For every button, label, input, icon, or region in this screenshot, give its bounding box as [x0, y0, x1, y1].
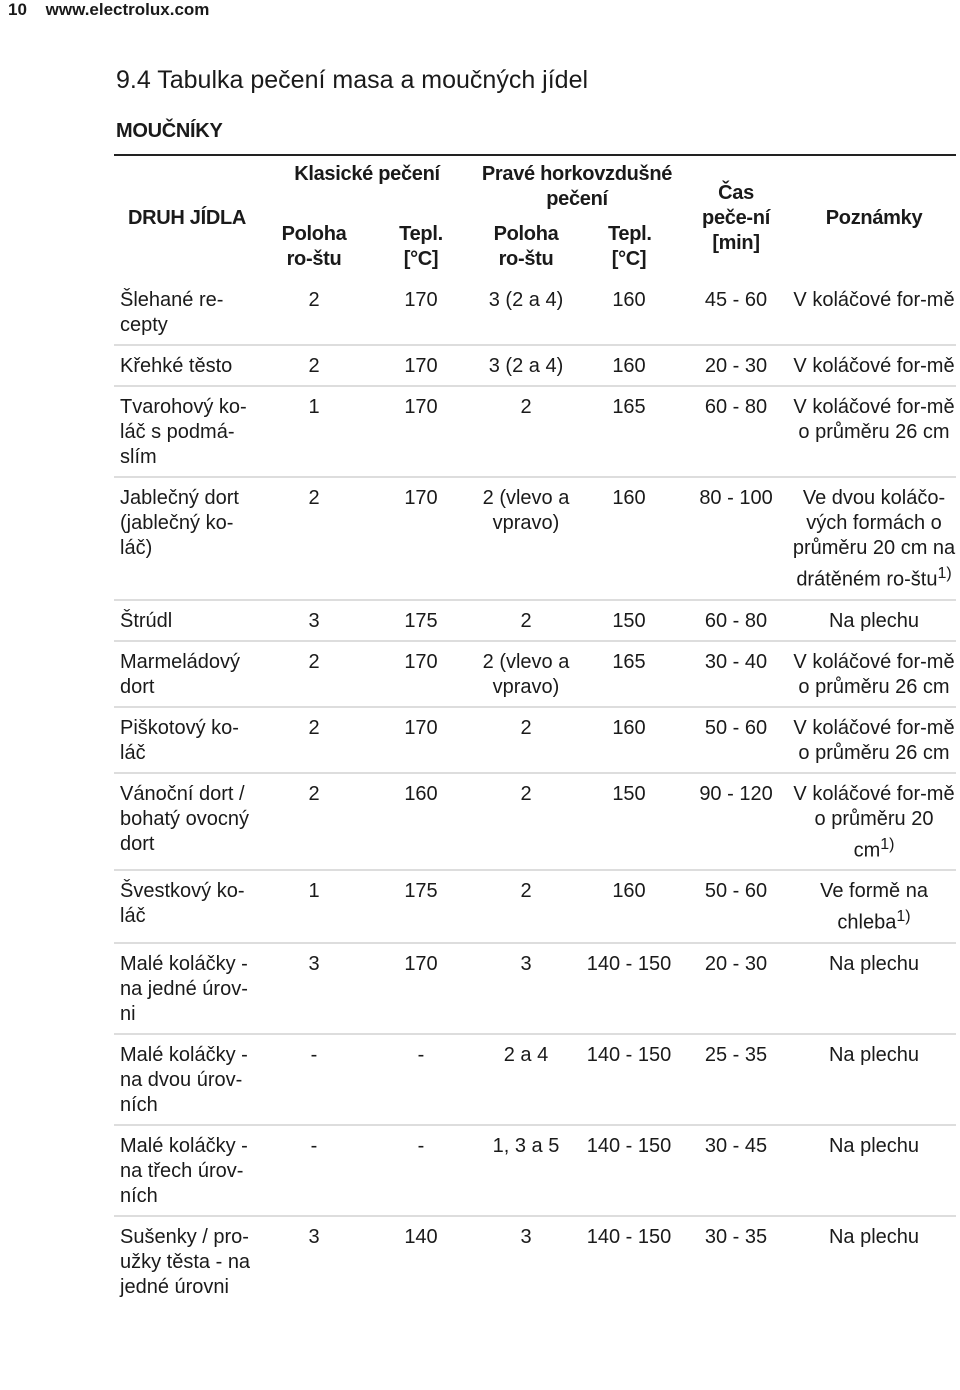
- food-name-cell-text: Vánoční dort / bohatý ovocný dort: [120, 782, 249, 855]
- food-name-cell-text: Marmeládový dort: [120, 650, 241, 698]
- conv-shelf-cell-text: -: [310, 1134, 318, 1157]
- time-cell-text: 20 - 30: [704, 952, 768, 975]
- time-cell: [680, 943, 792, 1034]
- conv-shelf-cell-text: 2: [308, 289, 320, 311]
- food-name-cell: [114, 1216, 260, 1306]
- fan-temp-cell: [578, 641, 680, 707]
- food-name-cell-text: Štrúdl: [120, 609, 173, 632]
- note-cell-text: Ve formě na chleba: [820, 880, 928, 934]
- col-conventional: Klasické pečení: [294, 163, 440, 185]
- fan-shelf-cell-text: 2: [520, 396, 532, 418]
- food-name-cell: [114, 1034, 260, 1125]
- conv-shelf-cell-text: 1: [308, 396, 320, 418]
- fan-shelf-cell: [474, 386, 578, 477]
- fan-shelf-cell-text: 3 (2 a 4): [488, 289, 564, 311]
- conv-shelf-cell: [260, 280, 368, 345]
- time-cell: [680, 773, 792, 871]
- fan-shelf-cell-text: 2: [520, 782, 532, 805]
- fan-temp-cell-text: 140 - 150: [586, 1043, 672, 1066]
- fan-temp-cell: [578, 386, 680, 477]
- time-cell-text: 60 - 80: [704, 396, 768, 418]
- note-cell-text: Na plechu: [828, 1134, 920, 1157]
- fan-temp-cell: [578, 1034, 680, 1125]
- time-cell-text: 25 - 35: [704, 1043, 768, 1066]
- conv-shelf-cell: [260, 477, 368, 600]
- fan-temp-cell: [578, 477, 680, 600]
- fan-temp-cell: [578, 600, 680, 641]
- fan-temp-cell-text: 165: [612, 396, 646, 418]
- time-cell-text: 80 - 100: [699, 487, 773, 509]
- fan-temp-cell-text: 160: [612, 355, 646, 377]
- conv-shelf-cell-text: 3: [308, 609, 320, 632]
- note-cell: [792, 641, 956, 707]
- conv-shelf-cell: [260, 1034, 368, 1125]
- food-name-cell: [114, 345, 260, 386]
- note-cell-text: V koláčové for-mě o průměru 26 cm: [793, 716, 955, 764]
- food-name-cell-text: Malé koláčky - na jedné úrov-ni: [120, 952, 248, 1025]
- conv-shelf-cell-text: 2: [308, 716, 320, 739]
- conv-temp-cell: [368, 1034, 474, 1125]
- fan-shelf-cell: [474, 1125, 578, 1216]
- time-cell: [680, 280, 792, 345]
- conv-shelf-cell: [260, 943, 368, 1034]
- food-name-cell: [114, 1125, 260, 1216]
- note-cell: [792, 477, 956, 600]
- time-cell: [680, 870, 792, 943]
- col-true-fan: Pravé horkovzdušné pečení: [481, 163, 673, 210]
- food-name-cell: [114, 477, 260, 600]
- note-cell: [792, 1216, 956, 1306]
- page-number: 10: [8, 0, 27, 19]
- table-row: [114, 345, 956, 386]
- time-cell: [680, 1034, 792, 1125]
- conv-shelf-cell-text: 1: [308, 880, 320, 903]
- time-cell: [680, 600, 792, 641]
- col-conv-shelf: Poloha ro-štu: [281, 222, 347, 270]
- conv-temp-cell-text: 170: [404, 952, 438, 975]
- conv-temp-cell: [368, 943, 474, 1034]
- time-cell: [680, 707, 792, 773]
- food-name-cell-text: Křehké těsto: [120, 355, 233, 377]
- fan-temp-cell: [578, 707, 680, 773]
- conv-shelf-cell-text: 2: [308, 355, 320, 377]
- note-cell-text: V koláčové for-mě o průměru 26 cm: [793, 650, 955, 698]
- food-name-cell: [114, 641, 260, 707]
- fan-temp-cell-text: 140 - 150: [586, 952, 672, 975]
- conv-shelf-cell-text: -: [310, 1043, 318, 1066]
- time-cell: [680, 386, 792, 477]
- col-fan-shelf: Poloha ro-štu: [493, 222, 559, 270]
- food-name-cell: [114, 600, 260, 641]
- note-cell: [792, 1125, 956, 1216]
- note-cell: [792, 943, 956, 1034]
- conv-temp-cell: [368, 600, 474, 641]
- conv-shelf-cell: [260, 386, 368, 477]
- food-name-cell-text: Tvarohový ko-láč s podmá-slím: [120, 396, 247, 468]
- conv-temp-cell: [368, 280, 474, 345]
- fan-temp-cell-text: 150: [612, 782, 646, 805]
- food-name-cell: [114, 943, 260, 1034]
- fan-shelf-cell-text: 3: [520, 952, 532, 975]
- conv-temp-cell-text: 170: [404, 355, 438, 377]
- table-row: [114, 1216, 956, 1306]
- conv-shelf-cell: [260, 641, 368, 707]
- conv-temp-cell: [368, 641, 474, 707]
- website-link[interactable]: www.electrolux.com: [45, 0, 210, 19]
- time-cell-text: 60 - 80: [704, 609, 768, 632]
- conv-shelf-cell-text: 3: [308, 952, 320, 975]
- food-name-cell-text: Jablečný dort (jablečný ko-láč): [120, 487, 239, 559]
- fan-temp-cell-text: 150: [612, 609, 646, 632]
- food-name-cell-text: Malé koláčky - na dvou úrov-ních: [120, 1043, 248, 1116]
- conv-temp-cell-text: 170: [404, 289, 438, 311]
- fan-shelf-cell-text: 2 a 4: [503, 1043, 549, 1066]
- conv-temp-cell-text: 175: [404, 880, 438, 903]
- time-cell: [680, 477, 792, 600]
- fan-shelf-cell: [474, 280, 578, 345]
- table-row: [114, 707, 956, 773]
- fan-temp-cell-text: 160: [612, 716, 646, 739]
- conv-shelf-cell-text: 2: [308, 487, 320, 509]
- conv-temp-cell: [368, 773, 474, 871]
- fan-temp-cell-text: 160: [612, 487, 646, 509]
- table-row: [114, 1034, 956, 1125]
- time-cell-text: 30 - 45: [704, 1134, 768, 1157]
- fan-temp-cell-text: 165: [612, 650, 646, 673]
- food-name-cell: [114, 280, 260, 345]
- col-notes: Poznámky: [825, 206, 923, 229]
- note-cell: [792, 870, 956, 943]
- fan-temp-cell-text: 140 - 150: [586, 1225, 672, 1248]
- time-cell: [680, 1125, 792, 1216]
- fan-shelf-cell: [474, 600, 578, 641]
- note-cell-text: Ve dvou koláčo-vých formách o průměru 20 cm na drátěném ro-štu: [792, 487, 956, 591]
- fan-shelf-cell-text: 3 (2 a 4): [488, 355, 564, 377]
- conv-temp-cell-text: 170: [404, 396, 438, 418]
- food-name-cell: [114, 773, 260, 871]
- note-cell-text: V koláčové for-mě o průměru 20 cm: [793, 782, 955, 862]
- fan-shelf-cell-text: 1, 3 a 5: [492, 1134, 560, 1157]
- fan-temp-cell: [578, 1125, 680, 1216]
- conv-temp-cell: [368, 870, 474, 943]
- note-cell: [792, 773, 956, 871]
- time-cell-text: 50 - 60: [704, 716, 768, 739]
- time-cell-text: 20 - 30: [704, 355, 768, 377]
- time-cell-text: 45 - 60: [704, 289, 768, 311]
- table-row: [114, 943, 956, 1034]
- fan-temp-cell: [578, 345, 680, 386]
- note-cell-text: V koláčové for-mě: [793, 355, 955, 377]
- note-cell-text: Na plechu: [828, 1043, 920, 1066]
- note-cell-text: Na plechu: [828, 952, 920, 975]
- conv-shelf-cell-text: 2: [308, 782, 320, 805]
- time-cell-text: 50 - 60: [704, 880, 768, 903]
- conv-temp-cell-text: 170: [404, 716, 438, 739]
- table-row: [114, 773, 956, 871]
- conv-shelf-cell: [260, 345, 368, 386]
- footnote-mark: 1): [937, 565, 952, 582]
- food-name-cell: [114, 386, 260, 477]
- food-name-cell: [114, 707, 260, 773]
- conv-temp-cell: [368, 386, 474, 477]
- conv-temp-cell-text: 160: [404, 782, 438, 805]
- baking-table: [114, 154, 956, 1306]
- note-cell: [792, 1034, 956, 1125]
- col-conv-temp: Tepl. [°C]: [399, 222, 443, 270]
- conv-temp-cell-text: -: [417, 1134, 425, 1157]
- time-cell: [680, 345, 792, 386]
- fan-shelf-cell-text: 2: [520, 609, 532, 632]
- fan-shelf-cell-text: 2 (vlevo a vpravo): [482, 487, 570, 534]
- note-cell: [792, 600, 956, 641]
- conv-temp-cell: [368, 477, 474, 600]
- table-row: [114, 477, 956, 600]
- conv-temp-cell-text: 170: [404, 487, 438, 509]
- food-name-cell: [114, 870, 260, 943]
- note-cell: [792, 280, 956, 345]
- time-cell-text: 90 - 120: [699, 782, 773, 805]
- fan-shelf-cell-text: 2: [520, 880, 532, 903]
- fan-shelf-cell-text: 3: [520, 1225, 532, 1248]
- fan-temp-cell: [578, 943, 680, 1034]
- footnote-mark: 1): [880, 835, 895, 853]
- conv-temp-cell: [368, 1216, 474, 1306]
- fan-temp-cell-text: 160: [612, 880, 646, 903]
- conv-shelf-cell: [260, 1216, 368, 1306]
- note-cell-text: Na plechu: [828, 1225, 920, 1248]
- conv-temp-cell: [368, 345, 474, 386]
- note-cell-text: V koláčové for-mě: [793, 289, 955, 311]
- conv-temp-cell-text: 140: [404, 1225, 438, 1248]
- table-row: [114, 386, 956, 477]
- food-name-cell-text: Piškotový ko-láč: [120, 716, 239, 764]
- time-cell-text: 30 - 40: [704, 650, 768, 673]
- fan-temp-cell: [578, 870, 680, 943]
- food-name-cell-text: Sušenky / pro-užky těsta - na jedné úrovni: [120, 1225, 251, 1298]
- fan-shelf-cell: [474, 870, 578, 943]
- fan-shelf-cell-text: 2 (vlevo a vpravo): [482, 650, 570, 698]
- note-cell: [792, 386, 956, 477]
- fan-shelf-cell: [474, 1216, 578, 1306]
- conv-shelf-cell: [260, 1125, 368, 1216]
- table-row: [114, 600, 956, 641]
- conv-temp-cell-text: -: [417, 1043, 425, 1066]
- table-row: [114, 280, 956, 345]
- fan-shelf-cell: [474, 943, 578, 1034]
- fan-shelf-cell: [474, 773, 578, 871]
- conv-shelf-cell: [260, 600, 368, 641]
- conv-temp-cell-text: 175: [404, 609, 438, 632]
- fan-shelf-cell: [474, 345, 578, 386]
- time-cell-text: 30 - 35: [704, 1225, 768, 1248]
- note-cell-text: V koláčové for-mě o průměru 26 cm: [793, 396, 955, 443]
- food-name-cell-text: Švestkový ko-láč: [120, 880, 245, 928]
- fan-shelf-cell: [474, 1034, 578, 1125]
- conv-temp-cell: [368, 707, 474, 773]
- fan-temp-cell: [578, 773, 680, 871]
- conv-temp-cell: [368, 1125, 474, 1216]
- note-cell-text: Na plechu: [828, 609, 920, 632]
- fan-shelf-cell: [474, 477, 578, 600]
- fan-shelf-cell: [474, 641, 578, 707]
- fan-temp-cell-text: 140 - 150: [586, 1134, 672, 1157]
- fan-temp-cell: [578, 280, 680, 345]
- table-row: [114, 870, 956, 943]
- fan-shelf-cell: [474, 707, 578, 773]
- food-name-cell-text: Šlehané re-cepty: [120, 289, 224, 336]
- col-fan-temp: Tepl. [°C]: [608, 222, 652, 270]
- table-row: [114, 1125, 956, 1216]
- section-title: 9.4 Tabulka pečení masa a moučných jídel: [116, 66, 589, 94]
- fan-shelf-cell-text: 2: [520, 716, 532, 739]
- table-row: [114, 641, 956, 707]
- col-time: Čas peče-ní [min]: [702, 181, 770, 254]
- note-cell: [792, 345, 956, 386]
- fan-temp-cell-text: 160: [612, 289, 646, 311]
- food-name-cell-text: Malé koláčky - na třech úrov-ních: [120, 1134, 248, 1207]
- col-food-type: DRUH JÍDLA: [127, 206, 247, 229]
- conv-shelf-cell: [260, 773, 368, 871]
- conv-shelf-cell: [260, 707, 368, 773]
- time-cell: [680, 641, 792, 707]
- conv-shelf-cell-text: 2: [308, 650, 320, 673]
- page-header: [8, 0, 209, 20]
- table-subtitle: MOUČNÍKY: [116, 120, 223, 142]
- conv-shelf-cell: [260, 870, 368, 943]
- note-cell: [792, 707, 956, 773]
- conv-temp-cell-text: 170: [404, 650, 438, 673]
- conv-shelf-cell-text: 3: [308, 1225, 320, 1248]
- footnote-mark: 1): [896, 908, 911, 926]
- fan-temp-cell: [578, 1216, 680, 1306]
- time-cell: [680, 1216, 792, 1306]
